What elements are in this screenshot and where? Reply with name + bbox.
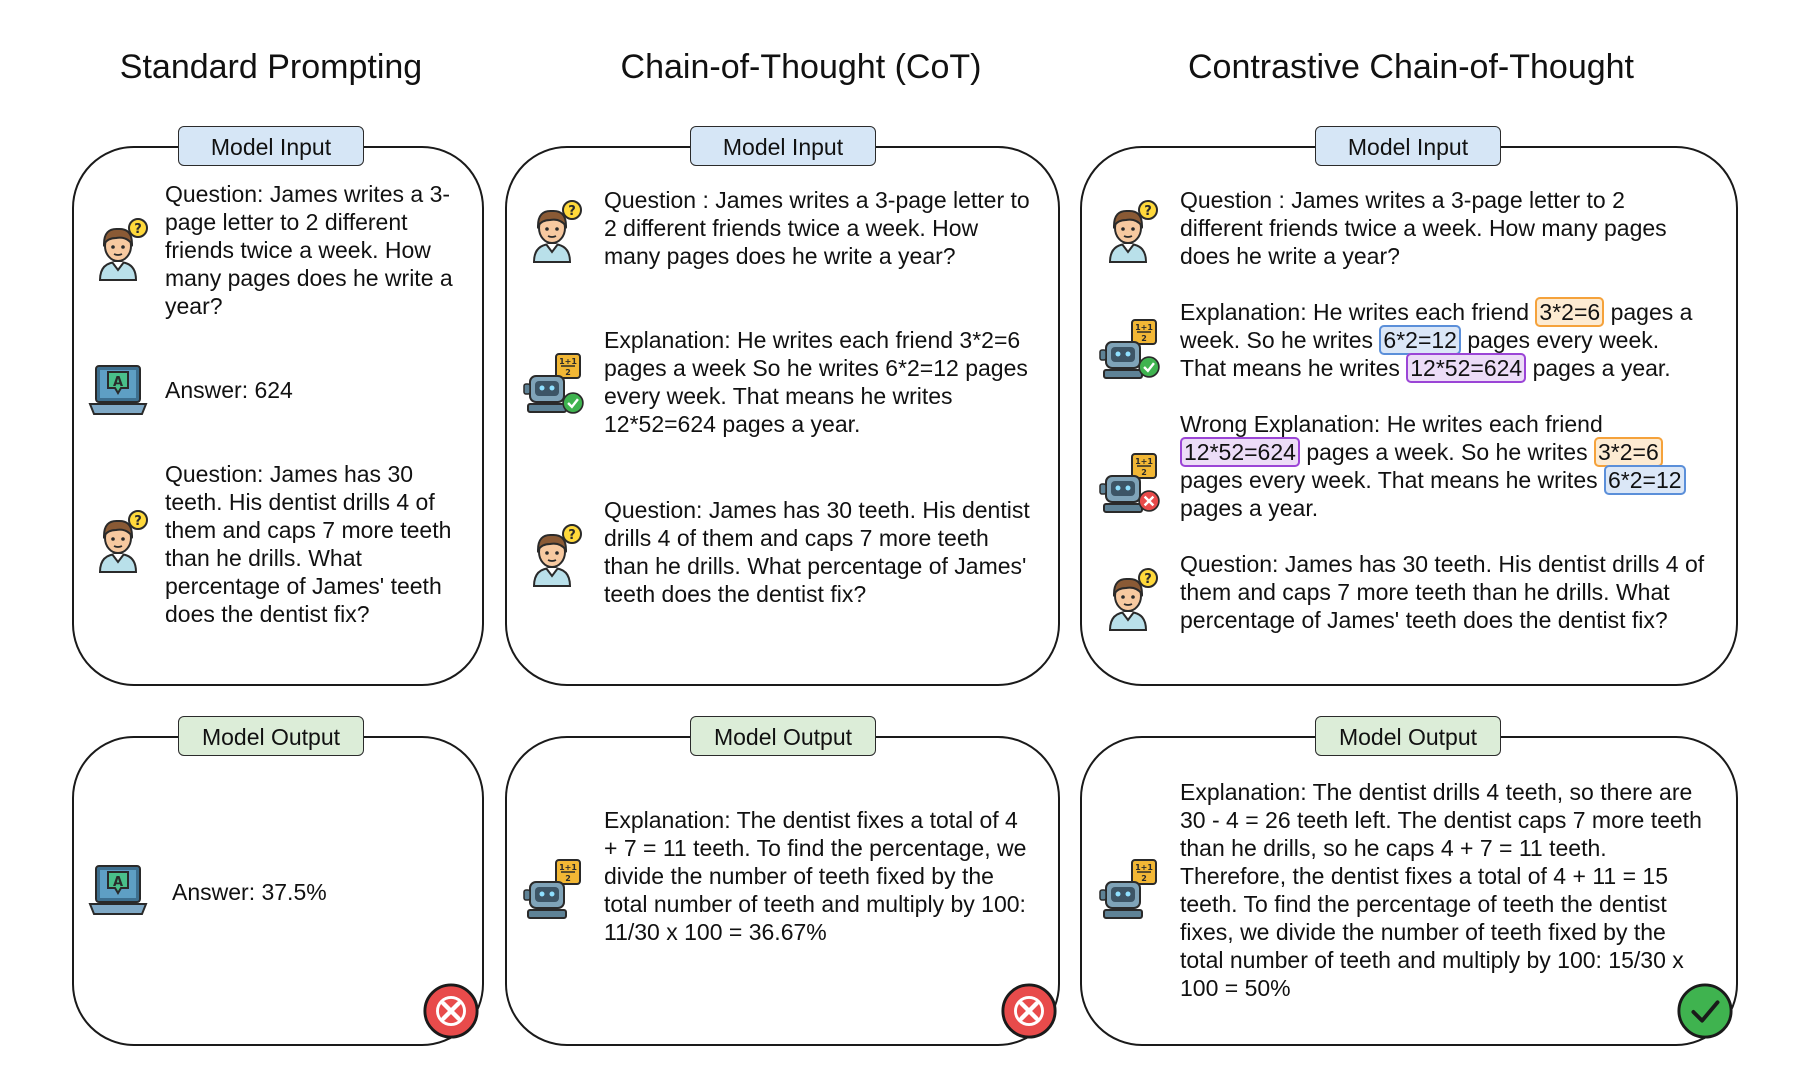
robot-reasoning-icon [1096, 858, 1160, 922]
column-title-standard: Standard Prompting [119, 48, 423, 86]
cot-input-tag: Model Input [690, 126, 876, 166]
laptop-answer-icon [86, 858, 150, 922]
contrastive-explanation: Explanation: He writes each friend 3*2=6 pages a week. So he writes 6*2=12 pages every week. That means he writes 12*52=624 pages a year. [1180, 299, 1693, 381]
standard-question-2: Question: James has 30 teeth. His dentist drills 4 of them and caps 7 more teeth than he drills. What percentage of James' teeth does the dentist fix? [165, 461, 452, 627]
standard-output-answer: Answer: 37.5% [172, 879, 327, 905]
correct-check-icon [1676, 982, 1734, 1040]
laptop-answer-icon [86, 358, 150, 422]
standard-input-tag: Model Input [178, 126, 364, 166]
column-title-cot: Chain-of-Thought (CoT) [620, 48, 982, 86]
person-question-icon [520, 200, 584, 264]
highlight-blue: 6*2=12 [1604, 465, 1686, 495]
cot-output-tag: Model Output [690, 716, 876, 756]
person-question-icon [520, 524, 584, 588]
highlight-purple: 12*52=624 [1406, 353, 1526, 383]
standard-question-1: Question: James writes a 3-page letter to 2 different friends twice a week. How many pages does he write a year? [165, 181, 453, 319]
highlight-blue: 6*2=12 [1379, 325, 1461, 355]
highlight-orange: 3*2=6 [1594, 437, 1663, 467]
check-small-icon [562, 392, 584, 414]
person-question-icon [86, 218, 150, 282]
highlight-orange: 3*2=6 [1535, 297, 1604, 327]
wrong-x-icon [1000, 982, 1058, 1040]
x-small-icon [1138, 490, 1160, 512]
cot-question-1: Question : James writes a 3-page letter to 2 different friends twice a week. How many pages does he write a year? [604, 187, 1030, 269]
person-question-icon [1096, 200, 1160, 264]
person-question-icon [86, 510, 150, 574]
standard-output-tag: Model Output [178, 716, 364, 756]
cot-question-2: Question: James has 30 teeth. His dentist drills 4 of them and caps 7 more teeth than he drills. What percentage of James' teeth does the dentist fix? [604, 497, 1030, 607]
cot-explanation-1: Explanation: He writes each friend 3*2=6 pages a week So he writes 6*2=12 pages every week. That means he writes 12*52=624 pages a year. [604, 327, 1028, 437]
column-title-contrastive: Contrastive Chain-of-Thought [1187, 48, 1635, 86]
contrastive-wrong-explanation: Wrong Explanation: He writes each friend 12*52=624 pages a week. So he writes 3*2=6 pages every week. That means he writes 6*2=12 pages a year. [1180, 410, 1700, 522]
cot-output-explanation: Explanation: The dentist fixes a total of 4 + 7 = 11 teeth. To find the percentage, we divide the number of teeth fixed by the total number of teeth and multiply by 100: 11/30 x 100 = 36.67% [604, 807, 1027, 945]
contrastive-output-tag: Model Output [1315, 716, 1501, 756]
wrong-x-icon [422, 982, 480, 1040]
robot-reasoning-icon [520, 858, 584, 922]
person-question-icon [1096, 568, 1160, 632]
contrastive-input-tag: Model Input [1315, 126, 1501, 166]
standard-answer-1: Answer: 624 [165, 377, 293, 403]
contrastive-question-2: Question: James has 30 teeth. His dentist drills 4 of them and caps 7 more teeth than he drills. What percentage of James' teeth does the dentist fix? [1180, 551, 1705, 633]
contrastive-question-1: Question : James writes a 3-page letter to 2 different friends twice a week. How many pages does he write a year? [1180, 187, 1667, 269]
highlight-purple: 12*52=624 [1180, 437, 1300, 467]
contrastive-output-explanation: Explanation: The dentist drills 4 teeth, so there are 30 - 4 = 26 teeth left. The dentist caps 7 more teeth than he drills, so he caps 4 + 7 = 11 teeth. Therefore, the dentist fixes a total of 4 + 11 = 15 teeth. To find the percentage of teeth the dentist fixes, we divide the number of teeth fixed by the total number of teeth and multiply by 100: 15/30 x 100 = 50% [1180, 779, 1702, 1001]
check-small-icon [1138, 356, 1160, 378]
